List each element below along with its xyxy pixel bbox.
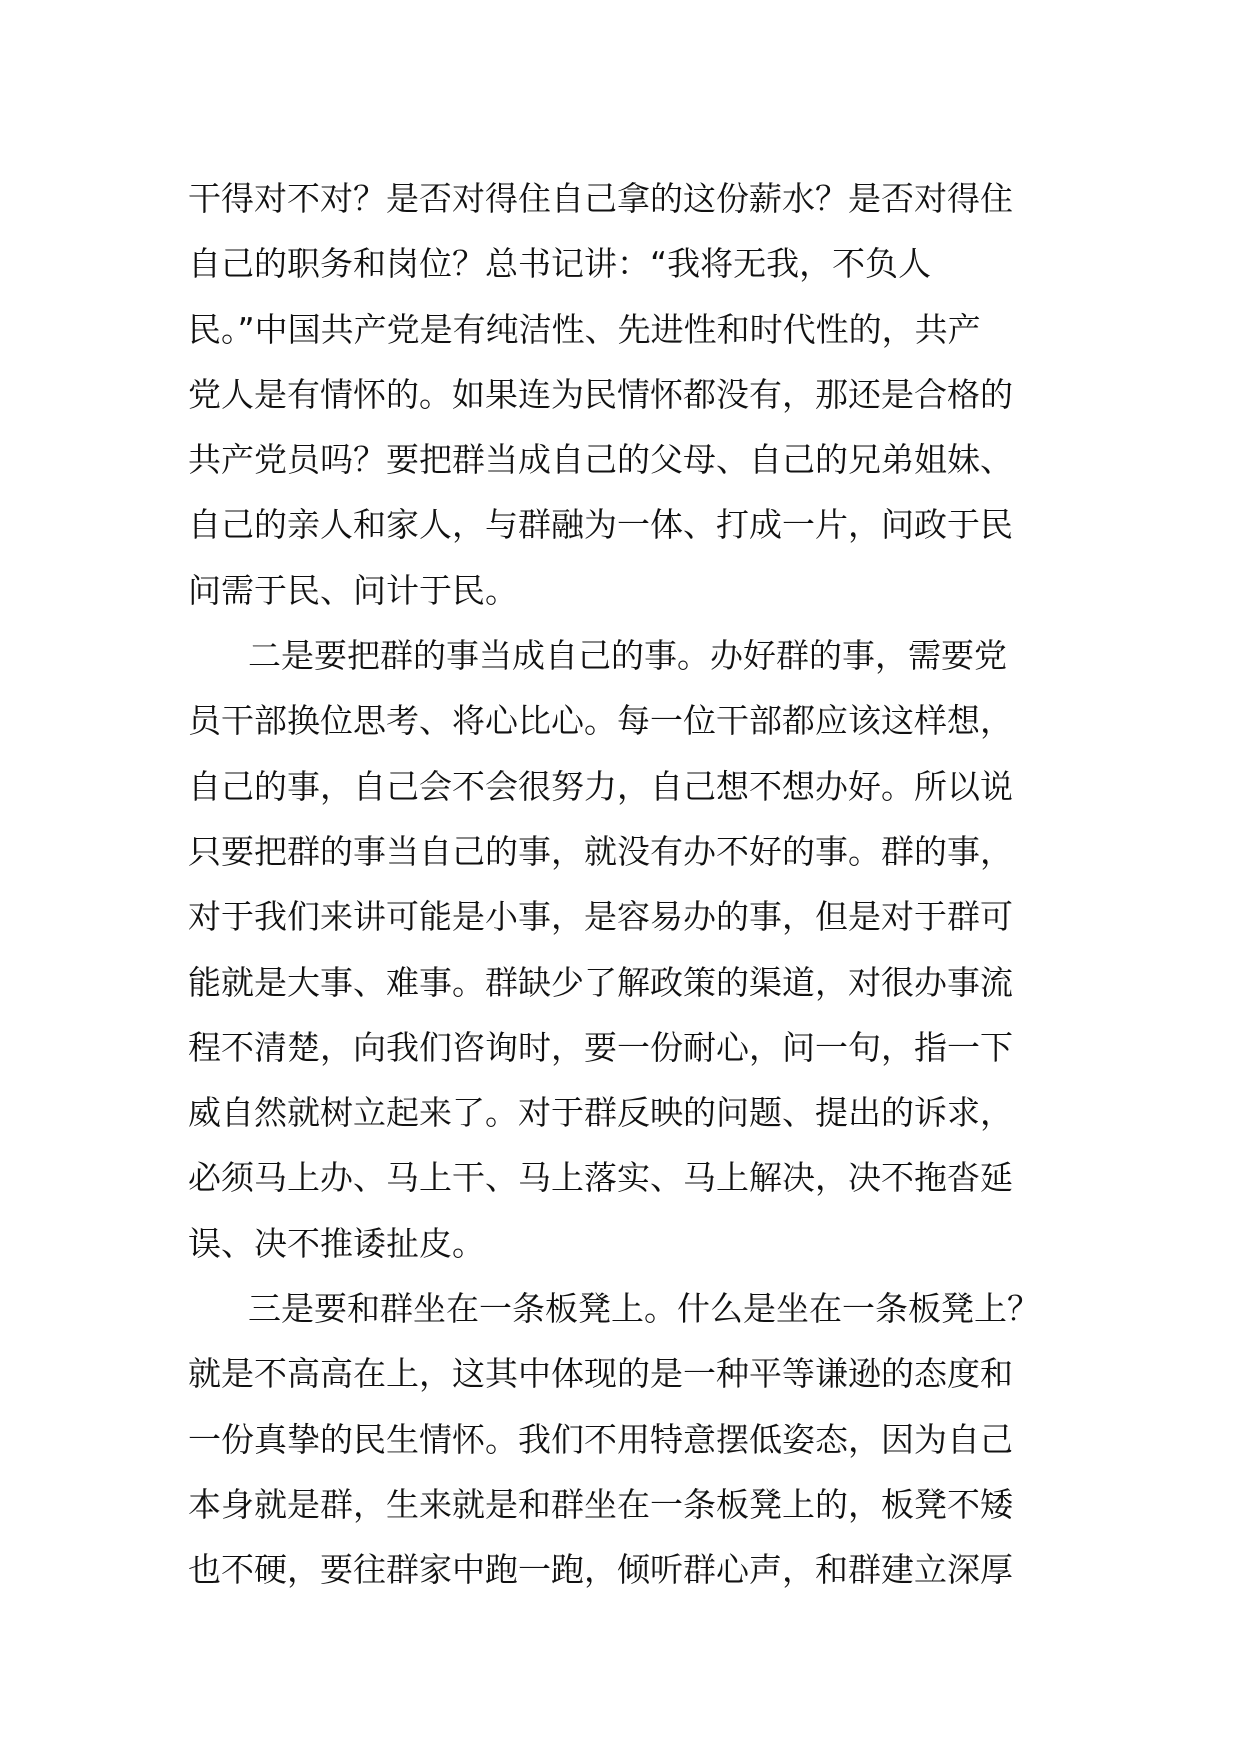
text-line: 也不硬，要往群家中跑一跑，倾听群心声，和群建立深厚 [188, 1550, 1013, 1590]
text-line: 民。”中国共产党是有纯洁性、先进性和时代性的，共产 [188, 309, 981, 349]
text-line: 只要把群的事当自己的事，就没有办不好的事。群的事， [188, 831, 1013, 871]
text-line: 问需于民、问计于民。 [188, 570, 518, 610]
text-line: 能就是大事、难事。群缺少了解政策的渠道，对很办事流 [188, 962, 1013, 1002]
paragraph-start-line: 二是要把群的事当成自己的事。办好群的事，需要党 [248, 636, 1007, 676]
text-line: 程不清楚，向我们咨询时，要一份耐心，问一句，指一下 [188, 1027, 1013, 1067]
text-line: 员干部换位思考、将心比心。每一位干部都应该这样想， [188, 701, 1013, 741]
text-line: 党人是有情怀的。如果连为民情怀都没有，那还是合格的 [188, 374, 1013, 414]
text-line: 必须马上办、马上干、马上落实、马上解决，决不拖沓延 [188, 1158, 1013, 1198]
text-line: 自己的职务和岗位？总书记讲：“我将无我，不负人 [188, 244, 932, 284]
body-text [188, 166, 1088, 1603]
text-line: 威自然就树立起来了。对于群反映的问题、提出的诉求， [188, 1093, 1013, 1133]
text-line: 就是不高高在上，这其中体现的是一种平等谦逊的态度和 [188, 1354, 1013, 1394]
text-line: 本身就是群，生来就是和群坐在一条板凳上的，板凳不矮 [188, 1484, 1013, 1524]
text-line: 一份真挚的民生情怀。我们不用特意摆低姿态，因为自己 [188, 1419, 1013, 1459]
text-line: 对于我们来讲可能是小事，是容易办的事，但是对于群可 [188, 897, 1013, 937]
text-line: 自己的事，自己会不会很努力，自己想不想办好。所以说 [188, 766, 1013, 806]
text-line: 干得对不对？是否对得住自己拿的这份薪水？是否对得住 [188, 179, 1013, 218]
text-line: 误、决不推诿扯皮。 [188, 1223, 485, 1263]
text-line: 自己的亲人和家人，与群融为一体、打成一片，问政于民 [188, 505, 1013, 545]
paragraph-start-line: 三是要和群坐在一条板凳上。什么是坐在一条板凳上？ [248, 1289, 1040, 1329]
text-line: 共产党员吗？要把群当成自己的父母、自己的兄弟姐妹、 [188, 440, 1013, 480]
